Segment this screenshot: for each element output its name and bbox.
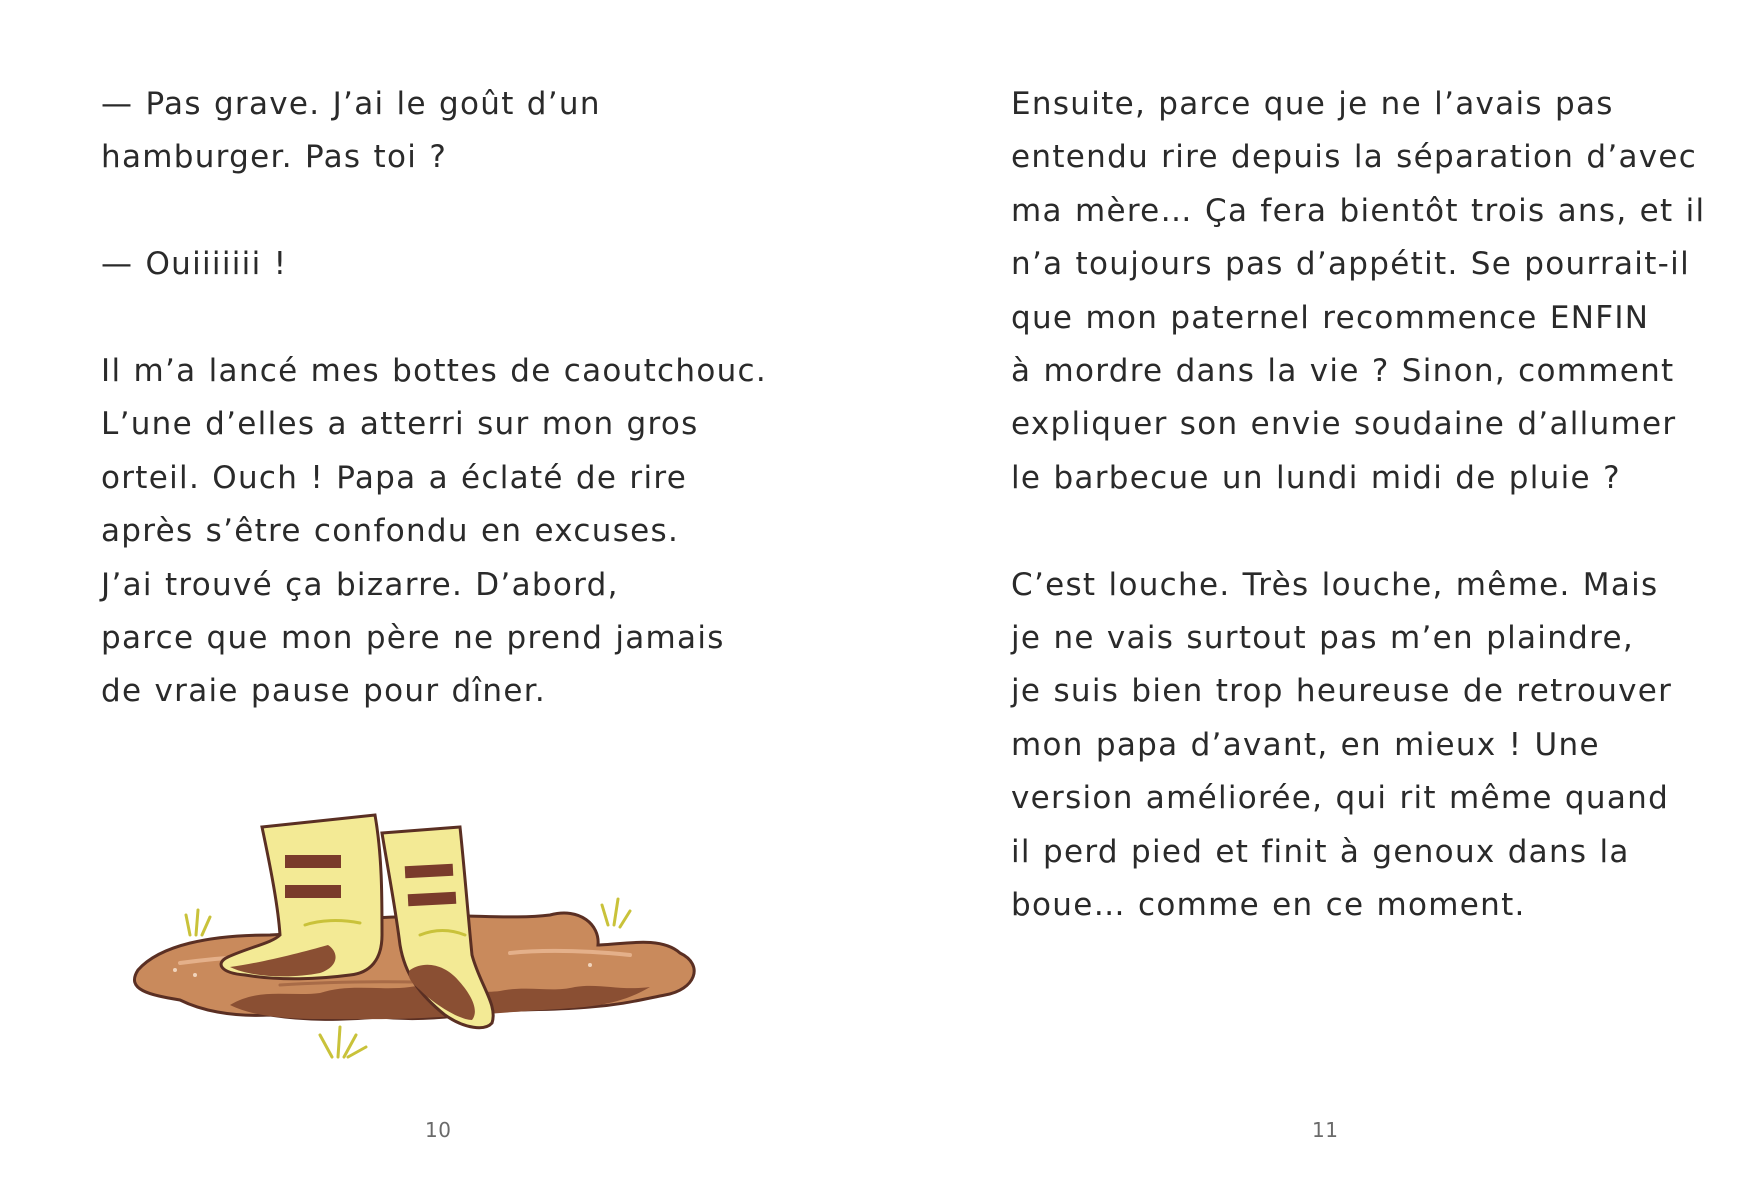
- text-line: expliquer son envie soudaine d’allumer: [1011, 406, 1677, 443]
- text-line: C’est louche. Très louche, même. Mais: [1011, 566, 1659, 603]
- text-line: n’a toujours pas d’appétit. Se pourrait-il: [1011, 246, 1690, 283]
- paragraph: [101, 345, 821, 719]
- left-page-text: [101, 78, 821, 772]
- text-line: orteil. Ouch ! Papa a éclaté de rire: [101, 459, 688, 496]
- paragraph: [101, 78, 821, 185]
- paragraph: [1011, 78, 1731, 505]
- text-line: version améliorée, qui rit même quand: [1011, 780, 1670, 817]
- text-line: — Pas grave. J’ai le goût d’un: [101, 86, 601, 122]
- text-line: ma mère… Ça fera bientôt trois ans, et il: [1011, 192, 1706, 229]
- text-line: parce que mon père ne prend jamais: [101, 620, 725, 657]
- text-line: il perd pied et finit à genoux dans la: [1011, 833, 1630, 870]
- text-line: mon papa d’avant, en mieux ! Une: [1011, 726, 1600, 763]
- text-line: L’une d’elles a atterri sur mon gros: [101, 406, 699, 443]
- text-line: je suis bien trop heureuse de retrouver: [1011, 673, 1673, 710]
- grass-tuft: [320, 1027, 366, 1057]
- grass-tuft: [186, 910, 210, 935]
- boot-stripe: [405, 864, 454, 878]
- text-line: Il m’a lancé mes bottes de caoutchouc.: [101, 353, 768, 389]
- paragraph: [101, 238, 821, 291]
- page-number: 10: [425, 1118, 452, 1142]
- text-line: je ne vais surtout pas m’en plaindre,: [1011, 620, 1635, 657]
- text-line: hamburger. Pas toi ?: [101, 139, 448, 176]
- right-page-text: [1011, 78, 1731, 986]
- text-line: le barbecue un lundi midi de pluie ?: [1011, 459, 1621, 496]
- paragraph: [1011, 559, 1731, 933]
- boot-stripe: [408, 892, 457, 906]
- text-line: entendu rire depuis la séparation d’avec: [1011, 139, 1698, 176]
- rubber-boots-in-mud-puddle-illustration: [120, 795, 710, 1085]
- text-line: à mordre dans la vie ? Sinon, comment: [1011, 353, 1675, 390]
- boot-stripe: [285, 855, 341, 868]
- grass-tuft: [602, 899, 630, 927]
- right-page: [880, 0, 1760, 1200]
- text-line: Ensuite, parce que je ne l’avais pas: [1011, 86, 1614, 122]
- text-line: — Ouiiiiiii !: [101, 246, 288, 283]
- boot-stripe: [285, 885, 341, 898]
- text-line: de vraie pause pour dîner.: [101, 673, 547, 710]
- text-line: après s’être confondu en excuses.: [101, 513, 680, 550]
- text-line: boue… comme en ce moment.: [1011, 887, 1526, 924]
- page-number: 11: [1312, 1118, 1339, 1142]
- text-line: que mon paternel recommence ENFIN: [1011, 299, 1650, 336]
- text-line: J’ai trouvé ça bizarre. D’abord,: [101, 566, 619, 603]
